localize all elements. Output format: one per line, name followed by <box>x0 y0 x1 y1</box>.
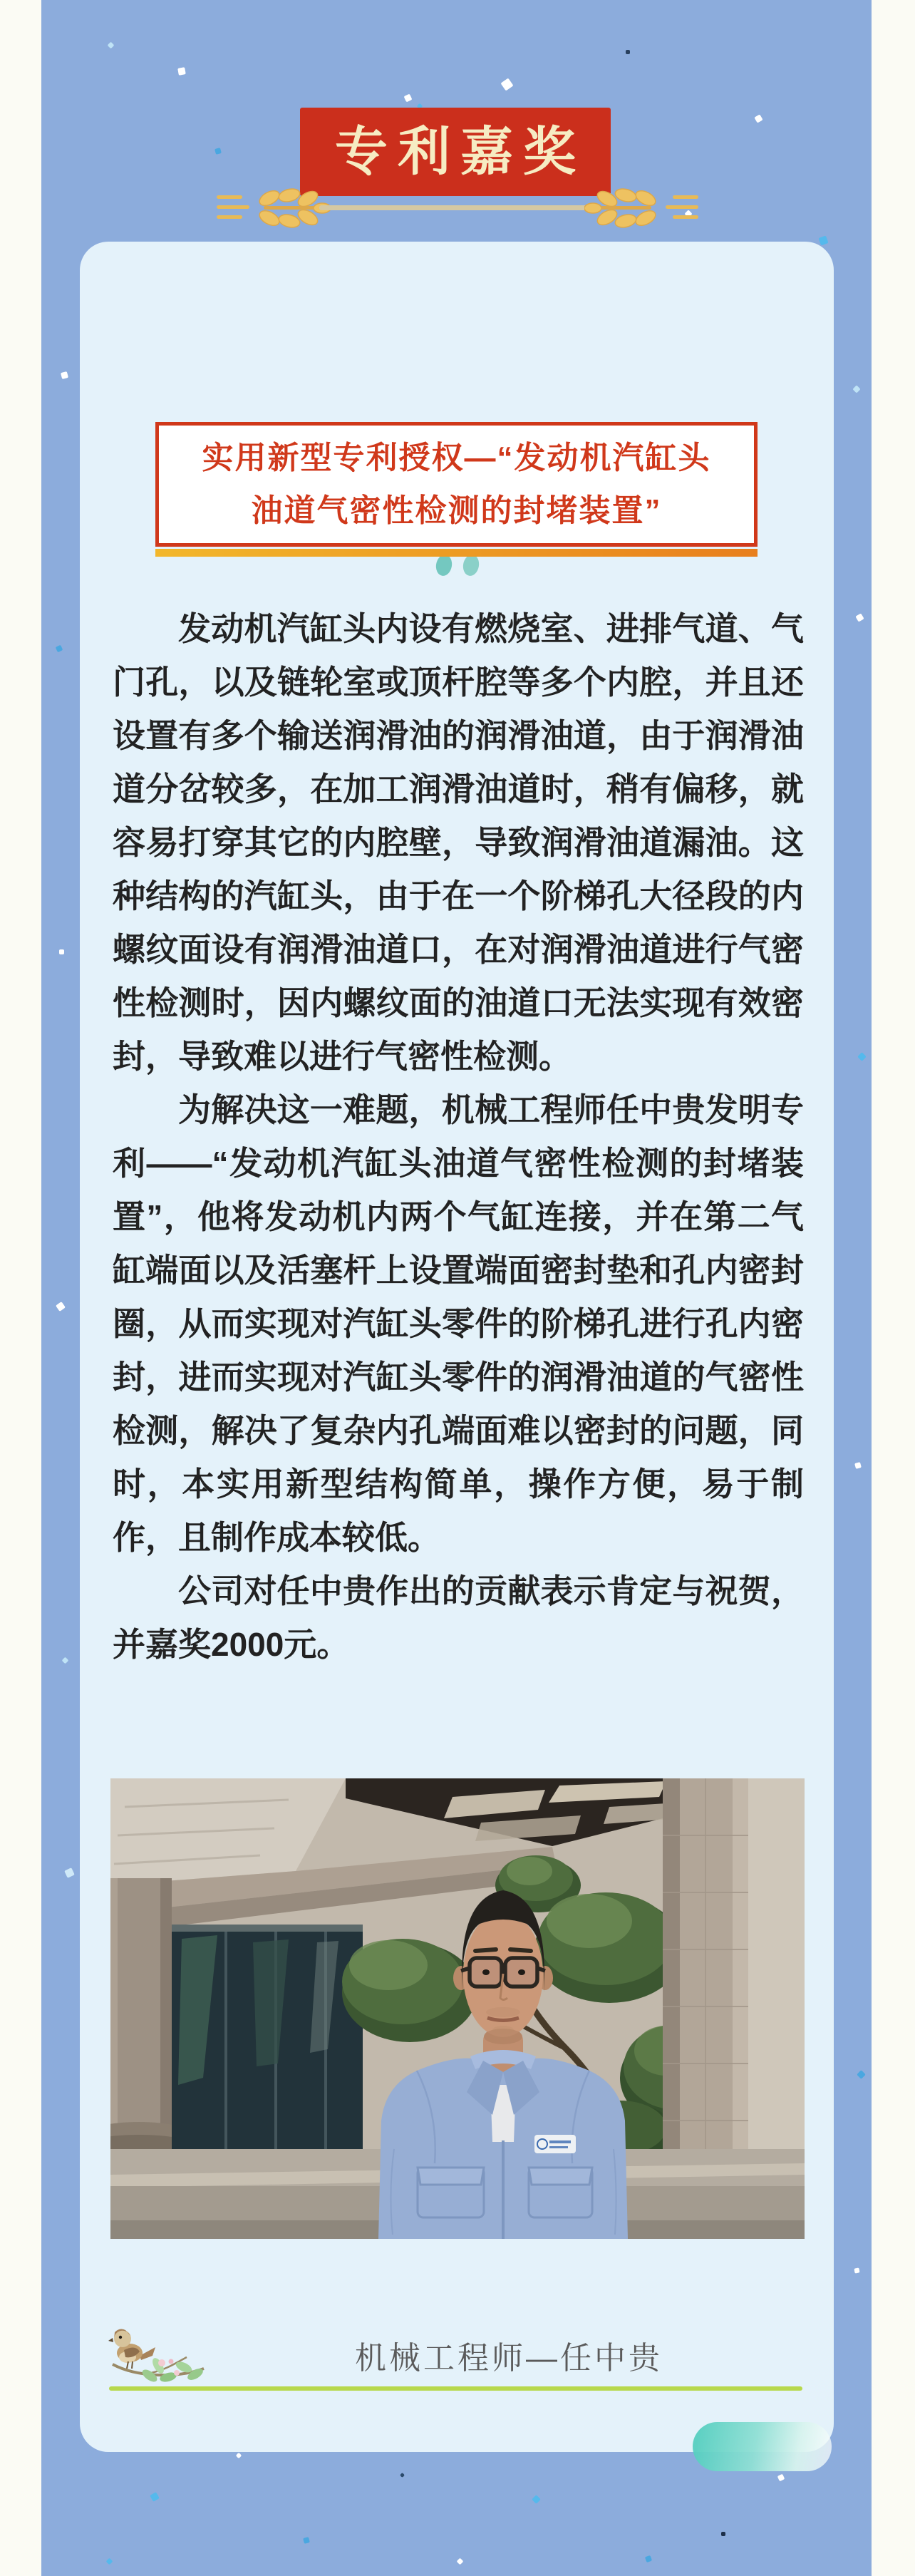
confetti-speck <box>721 2532 725 2536</box>
confetti-speck <box>59 949 64 954</box>
photo-caption: 机械工程师—任中贵 <box>355 2341 663 2376</box>
award-banner <box>300 108 611 196</box>
article-body <box>113 602 804 1671</box>
patent-title-line2: 油道气密性检测的封堵装置” <box>251 493 662 528</box>
wheat-left-icon <box>217 187 331 230</box>
confetti-speck <box>177 67 186 76</box>
photo-right-column <box>663 1778 748 2178</box>
teal-pill-decoration <box>693 2422 832 2471</box>
confetti-speck <box>626 50 630 54</box>
patent-title-line1: 实用新型专利授权—“发动机汽缸头 <box>202 440 711 475</box>
confetti-speck <box>854 2267 859 2273</box>
article-paragraph-1: 发动机汽缸头内设有燃烧室、进排气道、气门孔，以及链轮室或顶杆腔等多个内腔，并且还设置有多个输送润滑油的润滑油道，由于润滑油道分岔较多，在加工润滑油道时，稍有偏移，就容易打穿其它的内腔壁，导致润滑油道漏油。这种结构的汽缸头，由于在一个阶梯孔大径段的内螺纹面设有润滑油道口，在对润滑油道进行气密性检测时，因内螺纹面的油道口无法实现有效密封，导致难以进行气密性检测。 <box>113 610 804 1075</box>
wheat-connector-line <box>319 205 596 210</box>
engineer-photo <box>110 1778 805 2239</box>
award-banner-title: 专利嘉奖 <box>335 122 586 181</box>
wheat-right-icon <box>584 187 698 230</box>
article-paragraph-2: 为解决这一难题，机械工程师任中贵发明专利——“发动机汽缸头油道气密性检测的封堵装置”，他将发动机内两个气缸连接，并在第二气缸端面以及活塞杆上设置端面密封垫和孔内密封圈，从而实现对汽缸头零件的阶梯孔进行孔内密封，进而实现对汽缸头零件的润滑油道的气密性检测，解决了复杂内孔端面难以密封的问题，同时，本实用新型结构简单，操作方便，易于制作，且制作成本较低。 <box>113 1091 804 1556</box>
title-box-underline <box>155 549 758 557</box>
green-divider-line <box>109 2386 802 2391</box>
article-paragraph-3: 公司对任中贵作出的贡献表示肯定与祝贺，并嘉奖2000元。 <box>113 1572 804 1663</box>
bird-on-branch-icon <box>108 2320 208 2391</box>
patent-title-box <box>155 422 758 547</box>
